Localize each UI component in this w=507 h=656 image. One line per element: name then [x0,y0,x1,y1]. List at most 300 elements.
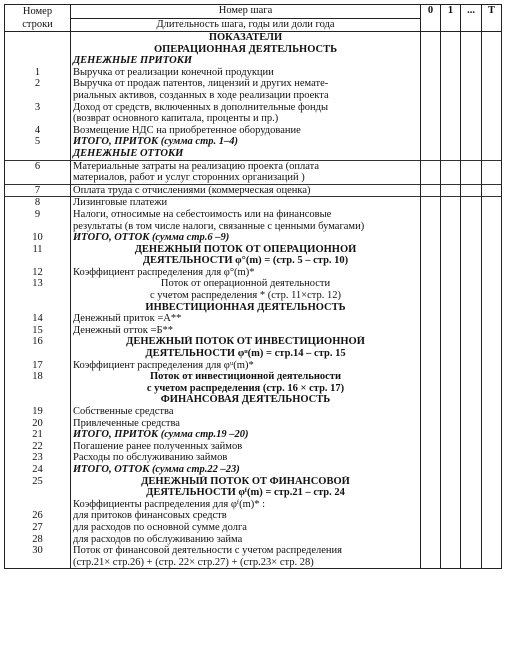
row-number: 25 [5,476,71,488]
value-cell [441,522,461,534]
value-cell [421,336,441,348]
row-number [5,32,71,44]
value-cell [421,487,441,499]
col-0-header: 0 [421,5,441,32]
value-cell [461,534,482,546]
row-number: 30 [5,545,71,557]
value-cell [482,197,502,209]
value-cell [461,244,482,256]
value-cell [421,102,441,114]
value-cell [461,55,482,67]
value-cell [441,476,461,488]
value-cell [441,102,461,114]
row-number: 8 [5,197,71,209]
row-number: 18 [5,371,71,383]
value-cell [461,429,482,441]
value-cell [441,136,461,148]
row-label: ДЕНЕЖНЫЕ ПРИТОКИ [71,55,421,67]
value-cell [461,78,482,90]
value-cell [441,32,461,44]
table-row [5,90,502,102]
table-row [5,160,502,172]
table-row [5,136,502,148]
value-cell [461,464,482,476]
value-cell [441,232,461,244]
table-row [5,510,502,522]
value-cell [421,290,441,302]
value-cell [482,32,502,44]
value-cell [421,406,441,418]
value-cell [461,232,482,244]
row-label: Коэффициент распределения для φᵘ(m)* [71,360,421,372]
value-cell [461,148,482,160]
row-number [5,113,71,125]
row-label: Выручка от реализации конечной продукции [71,67,421,79]
value-cell [482,429,502,441]
value-cell [482,113,502,125]
row-label: Расходы по обслуживанию займов [71,452,421,464]
table-row [5,255,502,267]
table-row [5,487,502,499]
value-cell [441,184,461,197]
value-cell [482,406,502,418]
value-cell [441,499,461,511]
row-number: 17 [5,360,71,372]
value-cell [421,499,441,511]
table-row [5,125,502,137]
row-number [5,394,71,406]
row-number [5,55,71,67]
value-cell [482,102,502,114]
value-cell [461,90,482,102]
value-cell [441,325,461,337]
value-cell [421,522,441,534]
value-cell [421,557,441,569]
row-label: ДЕНЕЖНЫЕ ОТТОКИ [71,148,421,160]
value-cell [482,267,502,279]
row-label: Денежный отток =Б** [71,325,421,337]
row-label: риальных активов, созданных в ходе реализации проекта [71,90,421,102]
value-cell [461,406,482,418]
row-number [5,302,71,314]
row-label: (стр.21× стр.26) + (стр. 22× стр.27) + (стр.23× стр. 28) [71,557,421,569]
value-cell [441,371,461,383]
value-cell [482,172,502,184]
value-cell [421,255,441,267]
value-cell [441,313,461,325]
table-row [5,452,502,464]
value-cell [441,90,461,102]
header-row [5,5,502,19]
value-cell [482,487,502,499]
value-cell [461,348,482,360]
value-cell [421,348,441,360]
value-cell [461,452,482,464]
value-cell [482,348,502,360]
value-cell [441,487,461,499]
table-row [5,172,502,184]
value-cell [482,313,502,325]
value-cell [482,336,502,348]
value-cell [461,522,482,534]
table-row [5,371,502,383]
value-cell [421,464,441,476]
row-label: результаты (в том числе налоги, связанные с ценными бумагами) [71,221,421,233]
row-number: 28 [5,534,71,546]
row-label: Коэффициент распределения для φ°(m)* [71,267,421,279]
row-number: 19 [5,406,71,418]
table-row [5,557,502,569]
value-cell [421,534,441,546]
value-cell [461,32,482,44]
row-label: ФИНАНСОВАЯ ДЕЯТЕЛЬНОСТЬ [71,394,421,406]
row-label: ДЕЯТЕЛЬНОСТИ φ°(m) = (стр. 5 – стр. 10) [71,255,421,267]
value-cell [421,267,441,279]
row-number: 16 [5,336,71,348]
row-label: с учетом распределения (стр. 16 × стр. 17) [71,383,421,395]
value-cell [461,371,482,383]
value-cell [482,67,502,79]
row-label: Налоги, относимые на себестоимость или на финансовые [71,209,421,221]
value-cell [421,44,441,56]
row-label: ДЕНЕЖНЫЙ ПОТОК ОТ ОПЕРАЦИОННОЙ [71,244,421,256]
row-number: 11 [5,244,71,256]
value-cell [441,55,461,67]
value-cell [441,406,461,418]
value-cell [461,441,482,453]
value-cell [421,360,441,372]
table-row [5,221,502,233]
row-number: 13 [5,278,71,290]
value-cell [421,394,441,406]
value-cell [421,113,441,125]
table-row [5,232,502,244]
value-cell [421,476,441,488]
row-number [5,172,71,184]
value-cell [421,197,441,209]
table-row [5,102,502,114]
table-row [5,290,502,302]
table-row [5,545,502,557]
row-number: 2 [5,78,71,90]
table-row [5,267,502,279]
value-cell [421,383,441,395]
row-number: 1 [5,67,71,79]
value-cell [421,90,441,102]
value-cell [461,325,482,337]
value-cell [441,125,461,137]
row-label: материалов, работ и услуг сторонних организаций ) [71,172,421,184]
value-cell [441,383,461,395]
row-label: Оплата труда с отчислениями (коммерческая оценка) [71,184,421,197]
row-label: ДЕЯТЕЛЬНОСТИ φᵘ(m) = стр.14 – стр. 15 [71,348,421,360]
table-row [5,476,502,488]
col-dots-header: ... [461,5,482,32]
value-cell [461,113,482,125]
value-cell [421,184,441,197]
value-cell [482,160,502,172]
row-number: 21 [5,429,71,441]
table-row [5,383,502,395]
table-row [5,67,502,79]
value-cell [421,209,441,221]
value-cell [421,125,441,137]
row-label: Доход от средств, включенных в дополнительные фонды [71,102,421,114]
row-number: 24 [5,464,71,476]
row-label: ИТОГО, ОТТОК (сумма стр.22 –23) [71,464,421,476]
value-cell [482,136,502,148]
row-number [5,348,71,360]
value-cell [441,160,461,172]
value-cell [461,102,482,114]
table-row [5,325,502,337]
value-cell [482,78,502,90]
value-cell [441,418,461,430]
value-cell [461,125,482,137]
table-row [5,336,502,348]
table-row [5,464,502,476]
row-label: Коэффициенты распределения для φᶠ(m)* : [71,499,421,511]
table-row [5,113,502,125]
value-cell [441,290,461,302]
cash-flow-table-sheet [4,4,501,652]
table-row [5,55,502,67]
row-number: 23 [5,452,71,464]
value-cell [482,148,502,160]
value-cell [441,348,461,360]
value-cell [482,557,502,569]
table-row [5,522,502,534]
row-number [5,383,71,395]
row-label: ДЕНЕЖНЫЙ ПОТОК ОТ ИНВЕСТИЦИОННОЙ [71,336,421,348]
value-cell [421,278,441,290]
table-body [5,32,502,569]
value-cell [441,67,461,79]
row-label: Собственные средства [71,406,421,418]
row-number: 26 [5,510,71,522]
value-cell [482,394,502,406]
value-cell [461,221,482,233]
value-cell [441,44,461,56]
value-cell [461,383,482,395]
row-number-header: Номер строки [5,5,71,32]
value-cell [461,476,482,488]
row-label: Поток от финансовой деятельности с учетом распределения [71,545,421,557]
value-cell [441,545,461,557]
row-label: ИТОГО, ОТТОК (сумма стр.6 –9) [71,232,421,244]
value-cell [441,441,461,453]
value-cell [441,394,461,406]
row-number: 9 [5,209,71,221]
value-cell [421,510,441,522]
table-row [5,184,502,197]
row-number: 27 [5,522,71,534]
value-cell [482,383,502,395]
value-cell [461,360,482,372]
value-cell [421,67,441,79]
value-cell [461,267,482,279]
value-cell [441,510,461,522]
row-number [5,90,71,102]
value-cell [441,429,461,441]
row-label: Лизинговые платежи [71,197,421,209]
table-row [5,148,502,160]
value-cell [482,510,502,522]
step-duration-header: Длительность шага, годы или доли года [71,18,421,32]
row-label: ОПЕРАЦИОННАЯ ДЕЯТЕЛЬНОСТЬ [71,44,421,56]
row-number [5,44,71,56]
value-cell [461,302,482,314]
value-cell [421,172,441,184]
value-cell [482,221,502,233]
value-cell [441,557,461,569]
value-cell [482,360,502,372]
value-cell [461,545,482,557]
row-number [5,290,71,302]
value-cell [482,534,502,546]
value-cell [441,267,461,279]
row-label: ИТОГО, ПРИТОК (сумма стр.19 –20) [71,429,421,441]
value-cell [461,499,482,511]
col-1-header: 1 [441,5,461,32]
value-cell [482,184,502,197]
row-number [5,499,71,511]
value-cell [482,255,502,267]
row-label: ИНВЕСТИЦИОННАЯ ДЕЯТЕЛЬНОСТЬ [71,302,421,314]
value-cell [441,197,461,209]
value-cell [441,221,461,233]
value-cell [441,244,461,256]
value-cell [461,160,482,172]
value-cell [441,78,461,90]
value-cell [482,90,502,102]
table-row [5,197,502,209]
value-cell [441,148,461,160]
table-row [5,348,502,360]
value-cell [482,464,502,476]
row-number [5,148,71,160]
value-cell [421,78,441,90]
value-cell [461,313,482,325]
value-cell [461,67,482,79]
row-number: 7 [5,184,71,197]
table-row [5,499,502,511]
value-cell [461,278,482,290]
step-number-header: Номер шага [71,5,421,19]
value-cell [482,209,502,221]
row-number: 6 [5,160,71,172]
value-cell [461,172,482,184]
row-number: 3 [5,102,71,114]
table-row [5,534,502,546]
row-label: Выручка от продаж патентов, лицензий и других немате- [71,78,421,90]
value-cell [441,464,461,476]
row-label: Поток от инвестиционной деятельности [71,371,421,383]
col-T-header: T [482,5,502,32]
value-cell [482,499,502,511]
row-number: 12 [5,267,71,279]
value-cell [482,452,502,464]
row-label: ПОКАЗАТЕЛИ [71,32,421,44]
value-cell [441,336,461,348]
row-label: Денежный приток =А** [71,313,421,325]
value-cell [482,55,502,67]
value-cell [421,148,441,160]
row-number: 10 [5,232,71,244]
value-cell [461,510,482,522]
value-cell [421,32,441,44]
value-cell [482,302,502,314]
value-cell [421,545,441,557]
value-cell [461,394,482,406]
value-cell [461,136,482,148]
value-cell [441,209,461,221]
value-cell [421,160,441,172]
value-cell [461,336,482,348]
row-label: ДЕЯТЕЛЬНОСТИ φᶠ(m) = стр.21 – стр. 24 [71,487,421,499]
value-cell [421,244,441,256]
value-cell [421,302,441,314]
value-cell [461,487,482,499]
value-cell [421,136,441,148]
value-cell [421,429,441,441]
value-cell [421,232,441,244]
value-cell [421,452,441,464]
row-number: 5 [5,136,71,148]
row-label: Возмещение НДС на приобретенное оборудование [71,125,421,137]
table-row [5,244,502,256]
value-cell [482,441,502,453]
value-cell [482,290,502,302]
value-cell [421,371,441,383]
value-cell [482,244,502,256]
table-row [5,418,502,430]
row-label: ДЕНЕЖНЫЙ ПОТОК ОТ ФИНАНСОВОЙ [71,476,421,488]
value-cell [461,209,482,221]
value-cell [461,557,482,569]
value-cell [461,184,482,197]
row-label: для расходов по основной сумме долга [71,522,421,534]
row-label: ИТОГО, ПРИТОК (сумма стр. 1–4) [71,136,421,148]
table-row [5,313,502,325]
table-row [5,44,502,56]
row-number [5,557,71,569]
value-cell [482,418,502,430]
row-number: 4 [5,125,71,137]
table-row [5,78,502,90]
table-row [5,394,502,406]
value-cell [441,452,461,464]
row-number [5,487,71,499]
value-cell [482,522,502,534]
value-cell [441,360,461,372]
value-cell [441,255,461,267]
value-cell [461,197,482,209]
row-label: Привлеченные средства [71,418,421,430]
row-label: для расходов по обслуживанию займа [71,534,421,546]
table-row [5,429,502,441]
table-row [5,278,502,290]
value-cell [482,545,502,557]
value-cell [441,113,461,125]
row-number [5,255,71,267]
table-row [5,32,502,44]
row-number: 22 [5,441,71,453]
row-number: 15 [5,325,71,337]
value-cell [441,534,461,546]
value-cell [441,172,461,184]
row-number [5,221,71,233]
